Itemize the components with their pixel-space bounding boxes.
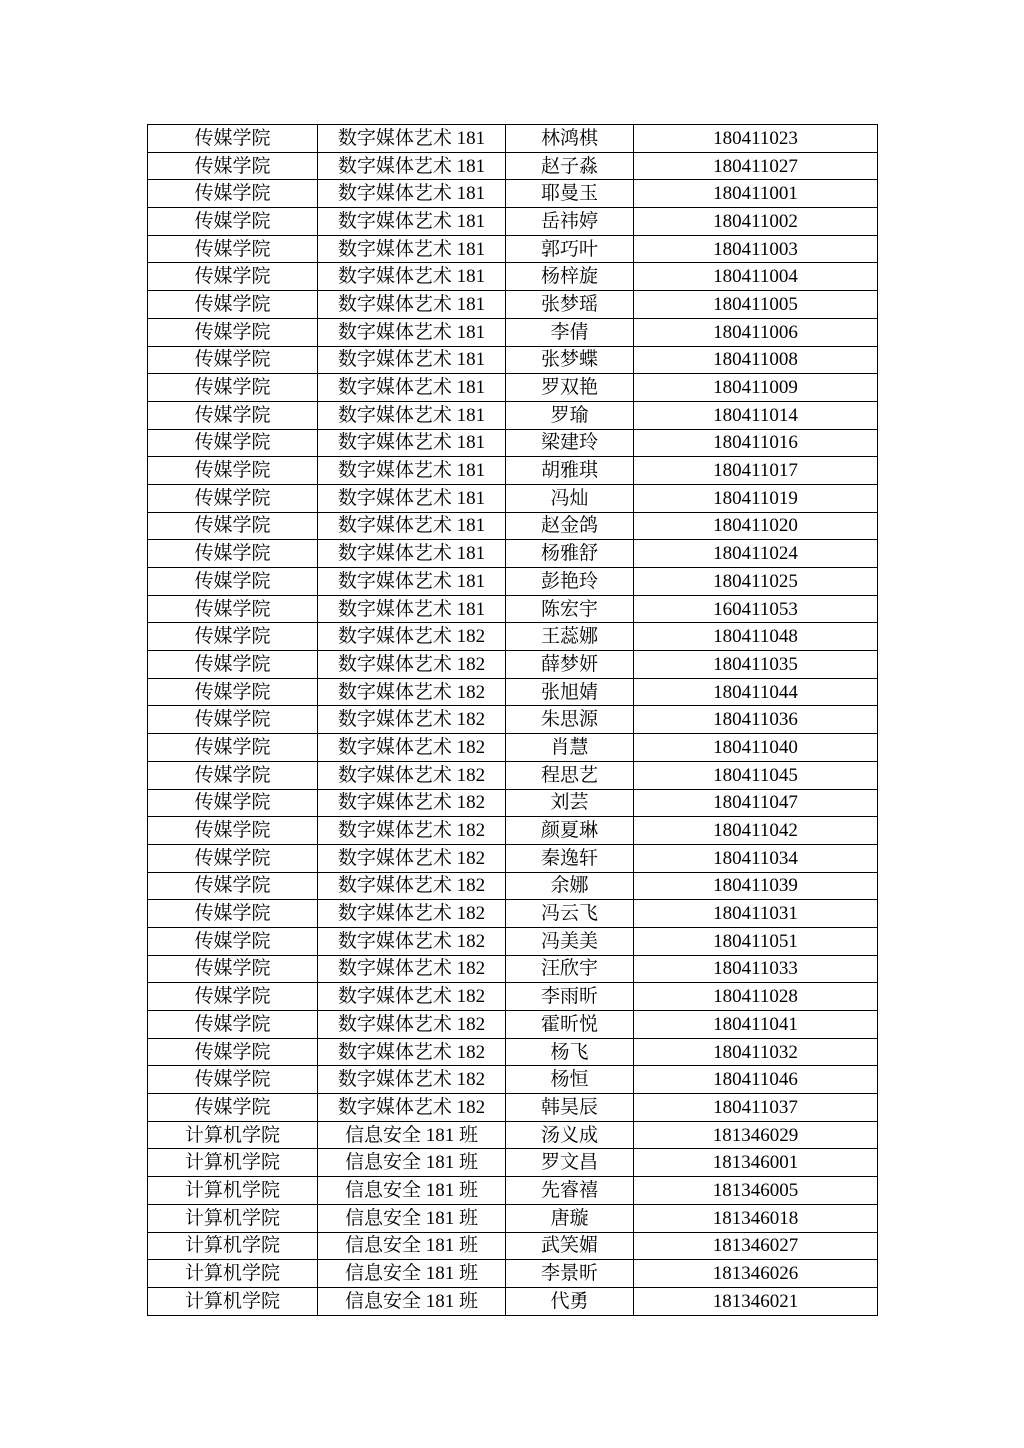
student-id-cell: 160411053	[634, 595, 878, 623]
class-cell: 数字媒体艺术 181	[318, 540, 506, 568]
student-name-cell: 刘芸	[506, 789, 634, 817]
college-cell: 传媒学院	[148, 651, 318, 679]
student-name-cell: 唐璇	[506, 1204, 634, 1232]
student-name-cell: 李景昕	[506, 1260, 634, 1288]
college-cell: 传媒学院	[148, 235, 318, 263]
class-cell: 信息安全 181 班	[318, 1260, 506, 1288]
college-cell: 传媒学院	[148, 318, 318, 346]
class-cell: 数字媒体艺术 182	[318, 872, 506, 900]
student-roster-table	[147, 124, 878, 1316]
college-cell: 传媒学院	[148, 983, 318, 1011]
student-name-cell: 罗瑜	[506, 401, 634, 429]
table-row	[148, 872, 878, 900]
table-row	[148, 512, 878, 540]
student-name-cell: 杨雅舒	[506, 540, 634, 568]
class-cell: 数字媒体艺术 182	[318, 955, 506, 983]
student-id-cell: 180411040	[634, 734, 878, 762]
college-cell: 计算机学院	[148, 1260, 318, 1288]
class-cell: 数字媒体艺术 181	[318, 457, 506, 485]
table-row	[148, 540, 878, 568]
college-cell: 传媒学院	[148, 512, 318, 540]
table-row	[148, 595, 878, 623]
table-row	[148, 125, 878, 153]
student-id-cell: 180411041	[634, 1011, 878, 1039]
class-cell: 数字媒体艺术 182	[318, 983, 506, 1011]
table-row	[148, 1287, 878, 1315]
table-row	[148, 263, 878, 291]
class-cell: 数字媒体艺术 181	[318, 374, 506, 402]
class-cell: 数字媒体艺术 181	[318, 512, 506, 540]
student-id-cell: 180411035	[634, 651, 878, 679]
student-name-cell: 薛梦妍	[506, 651, 634, 679]
table-row	[148, 927, 878, 955]
class-cell: 数字媒体艺术 181	[318, 125, 506, 153]
roster-body	[148, 125, 878, 1316]
student-id-cell: 180411024	[634, 540, 878, 568]
table-row	[148, 429, 878, 457]
student-id-cell: 180411032	[634, 1038, 878, 1066]
college-cell: 传媒学院	[148, 734, 318, 762]
table-row	[148, 844, 878, 872]
student-id-cell: 180411004	[634, 263, 878, 291]
student-name-cell: 张旭婧	[506, 678, 634, 706]
table-row	[148, 1232, 878, 1260]
class-cell: 数字媒体艺术 181	[318, 595, 506, 623]
table-row	[148, 152, 878, 180]
college-cell: 传媒学院	[148, 706, 318, 734]
table-row	[148, 374, 878, 402]
class-cell: 数字媒体艺术 181	[318, 401, 506, 429]
college-cell: 传媒学院	[148, 346, 318, 374]
student-id-cell: 181346026	[634, 1260, 878, 1288]
student-name-cell: 胡雅琪	[506, 457, 634, 485]
class-cell: 数字媒体艺术 182	[318, 734, 506, 762]
table-row	[148, 1038, 878, 1066]
college-cell: 传媒学院	[148, 1038, 318, 1066]
table-row	[148, 1121, 878, 1149]
student-id-cell: 181346021	[634, 1287, 878, 1315]
student-name-cell: 罗双艳	[506, 374, 634, 402]
college-cell: 传媒学院	[148, 1094, 318, 1122]
college-cell: 传媒学院	[148, 1066, 318, 1094]
student-name-cell: 武笑媚	[506, 1232, 634, 1260]
student-name-cell: 张梦瑶	[506, 291, 634, 319]
student-id-cell: 180411003	[634, 235, 878, 263]
class-cell: 数字媒体艺术 182	[318, 844, 506, 872]
table-row	[148, 900, 878, 928]
class-cell: 数字媒体艺术 182	[318, 651, 506, 679]
student-id-cell: 180411031	[634, 900, 878, 928]
class-cell: 数字媒体艺术 181	[318, 568, 506, 596]
college-cell: 传媒学院	[148, 401, 318, 429]
student-name-cell: 冯灿	[506, 484, 634, 512]
class-cell: 数字媒体艺术 182	[318, 817, 506, 845]
student-id-cell: 180411042	[634, 817, 878, 845]
student-name-cell: 余娜	[506, 872, 634, 900]
table-row	[148, 318, 878, 346]
class-cell: 信息安全 181 班	[318, 1204, 506, 1232]
student-name-cell: 韩昊辰	[506, 1094, 634, 1122]
college-cell: 计算机学院	[148, 1232, 318, 1260]
college-cell: 传媒学院	[148, 540, 318, 568]
college-cell: 传媒学院	[148, 623, 318, 651]
class-cell: 数字媒体艺术 182	[318, 1011, 506, 1039]
table-row	[148, 484, 878, 512]
student-id-cell: 180411034	[634, 844, 878, 872]
college-cell: 传媒学院	[148, 263, 318, 291]
class-cell: 数字媒体艺术 182	[318, 678, 506, 706]
student-name-cell: 先睿禧	[506, 1177, 634, 1205]
college-cell: 传媒学院	[148, 208, 318, 236]
student-id-cell: 180411048	[634, 623, 878, 651]
student-name-cell: 朱思源	[506, 706, 634, 734]
class-cell: 数字媒体艺术 182	[318, 761, 506, 789]
class-cell: 数字媒体艺术 182	[318, 1094, 506, 1122]
table-row	[148, 1066, 878, 1094]
class-cell: 数字媒体艺术 181	[318, 152, 506, 180]
college-cell: 传媒学院	[148, 678, 318, 706]
class-cell: 数字媒体艺术 181	[318, 208, 506, 236]
college-cell: 计算机学院	[148, 1177, 318, 1205]
table-row	[148, 678, 878, 706]
table-row	[148, 457, 878, 485]
class-cell: 数字媒体艺术 181	[318, 346, 506, 374]
student-id-cell: 180411047	[634, 789, 878, 817]
student-id-cell: 180411037	[634, 1094, 878, 1122]
college-cell: 传媒学院	[148, 291, 318, 319]
student-name-cell: 肖慧	[506, 734, 634, 762]
college-cell: 传媒学院	[148, 568, 318, 596]
student-id-cell: 180411025	[634, 568, 878, 596]
student-name-cell: 赵金鸽	[506, 512, 634, 540]
student-id-cell: 180411028	[634, 983, 878, 1011]
class-cell: 数字媒体艺术 181	[318, 318, 506, 346]
student-id-cell: 180411023	[634, 125, 878, 153]
class-cell: 数字媒体艺术 181	[318, 429, 506, 457]
table-row	[148, 623, 878, 651]
student-id-cell: 180411017	[634, 457, 878, 485]
college-cell: 传媒学院	[148, 844, 318, 872]
table-row	[148, 1094, 878, 1122]
class-cell: 信息安全 181 班	[318, 1287, 506, 1315]
student-name-cell: 耶曼玉	[506, 180, 634, 208]
student-id-cell: 180411046	[634, 1066, 878, 1094]
student-id-cell: 180411014	[634, 401, 878, 429]
student-id-cell: 180411027	[634, 152, 878, 180]
table-row	[148, 1260, 878, 1288]
student-id-cell: 181346027	[634, 1232, 878, 1260]
table-row	[148, 734, 878, 762]
table-row	[148, 761, 878, 789]
college-cell: 传媒学院	[148, 180, 318, 208]
table-row	[148, 651, 878, 679]
class-cell: 信息安全 181 班	[318, 1121, 506, 1149]
table-row	[148, 789, 878, 817]
student-name-cell: 秦逸轩	[506, 844, 634, 872]
student-id-cell: 180411020	[634, 512, 878, 540]
student-name-cell: 彭艳玲	[506, 568, 634, 596]
table-row	[148, 706, 878, 734]
student-name-cell: 李雨昕	[506, 983, 634, 1011]
table-row	[148, 180, 878, 208]
student-name-cell: 梁建玲	[506, 429, 634, 457]
student-id-cell: 180411016	[634, 429, 878, 457]
student-id-cell: 180411036	[634, 706, 878, 734]
student-id-cell: 181346001	[634, 1149, 878, 1177]
class-cell: 数字媒体艺术 182	[318, 927, 506, 955]
college-cell: 传媒学院	[148, 374, 318, 402]
table-row	[148, 208, 878, 236]
student-name-cell: 程思艺	[506, 761, 634, 789]
student-name-cell: 代勇	[506, 1287, 634, 1315]
college-cell: 计算机学院	[148, 1287, 318, 1315]
table-row	[148, 401, 878, 429]
class-cell: 数字媒体艺术 181	[318, 291, 506, 319]
student-name-cell: 岳祎婷	[506, 208, 634, 236]
student-name-cell: 林鸿棋	[506, 125, 634, 153]
student-id-cell: 181346018	[634, 1204, 878, 1232]
table-row	[148, 817, 878, 845]
student-name-cell: 杨恒	[506, 1066, 634, 1094]
table-row	[148, 235, 878, 263]
student-name-cell: 李倩	[506, 318, 634, 346]
student-name-cell: 张梦蝶	[506, 346, 634, 374]
table-row	[148, 955, 878, 983]
table-row	[148, 1177, 878, 1205]
student-id-cell: 180411005	[634, 291, 878, 319]
student-name-cell: 冯美美	[506, 927, 634, 955]
student-name-cell: 霍昕悦	[506, 1011, 634, 1039]
table-row	[148, 1011, 878, 1039]
student-id-cell: 181346029	[634, 1121, 878, 1149]
college-cell: 传媒学院	[148, 927, 318, 955]
student-name-cell: 杨梓旋	[506, 263, 634, 291]
student-id-cell: 180411051	[634, 927, 878, 955]
student-name-cell: 罗文昌	[506, 1149, 634, 1177]
table-row	[148, 983, 878, 1011]
college-cell: 传媒学院	[148, 761, 318, 789]
college-cell: 计算机学院	[148, 1149, 318, 1177]
college-cell: 传媒学院	[148, 595, 318, 623]
class-cell: 信息安全 181 班	[318, 1232, 506, 1260]
class-cell: 数字媒体艺术 181	[318, 263, 506, 291]
student-name-cell: 颜夏琳	[506, 817, 634, 845]
class-cell: 数字媒体艺术 182	[318, 1038, 506, 1066]
college-cell: 传媒学院	[148, 872, 318, 900]
student-id-cell: 180411039	[634, 872, 878, 900]
college-cell: 传媒学院	[148, 900, 318, 928]
college-cell: 传媒学院	[148, 125, 318, 153]
class-cell: 信息安全 181 班	[318, 1177, 506, 1205]
student-id-cell: 180411006	[634, 318, 878, 346]
table-row	[148, 568, 878, 596]
college-cell: 传媒学院	[148, 817, 318, 845]
class-cell: 数字媒体艺术 181	[318, 235, 506, 263]
college-cell: 传媒学院	[148, 1011, 318, 1039]
student-name-cell: 冯云飞	[506, 900, 634, 928]
college-cell: 传媒学院	[148, 152, 318, 180]
class-cell: 数字媒体艺术 182	[318, 623, 506, 651]
college-cell: 计算机学院	[148, 1121, 318, 1149]
class-cell: 数字媒体艺术 181	[318, 180, 506, 208]
college-cell: 计算机学院	[148, 1204, 318, 1232]
student-name-cell: 汤义成	[506, 1121, 634, 1149]
table-row	[148, 1204, 878, 1232]
class-cell: 数字媒体艺术 182	[318, 900, 506, 928]
class-cell: 数字媒体艺术 182	[318, 1066, 506, 1094]
student-id-cell: 180411033	[634, 955, 878, 983]
table-row	[148, 291, 878, 319]
student-name-cell: 王蕊娜	[506, 623, 634, 651]
student-id-cell: 180411009	[634, 374, 878, 402]
student-name-cell: 杨飞	[506, 1038, 634, 1066]
student-id-cell: 180411019	[634, 484, 878, 512]
student-id-cell: 180411001	[634, 180, 878, 208]
college-cell: 传媒学院	[148, 955, 318, 983]
student-name-cell: 郭巧叶	[506, 235, 634, 263]
class-cell: 数字媒体艺术 182	[318, 789, 506, 817]
class-cell: 信息安全 181 班	[318, 1149, 506, 1177]
student-id-cell: 181346005	[634, 1177, 878, 1205]
student-name-cell: 赵子淼	[506, 152, 634, 180]
student-id-cell: 180411002	[634, 208, 878, 236]
class-cell: 数字媒体艺术 182	[318, 706, 506, 734]
student-id-cell: 180411044	[634, 678, 878, 706]
college-cell: 传媒学院	[148, 484, 318, 512]
college-cell: 传媒学院	[148, 457, 318, 485]
student-name-cell: 汪欣宇	[506, 955, 634, 983]
student-id-cell: 180411008	[634, 346, 878, 374]
class-cell: 数字媒体艺术 181	[318, 484, 506, 512]
student-id-cell: 180411045	[634, 761, 878, 789]
college-cell: 传媒学院	[148, 429, 318, 457]
table-row	[148, 346, 878, 374]
table-row	[148, 1149, 878, 1177]
student-name-cell: 陈宏宇	[506, 595, 634, 623]
college-cell: 传媒学院	[148, 789, 318, 817]
